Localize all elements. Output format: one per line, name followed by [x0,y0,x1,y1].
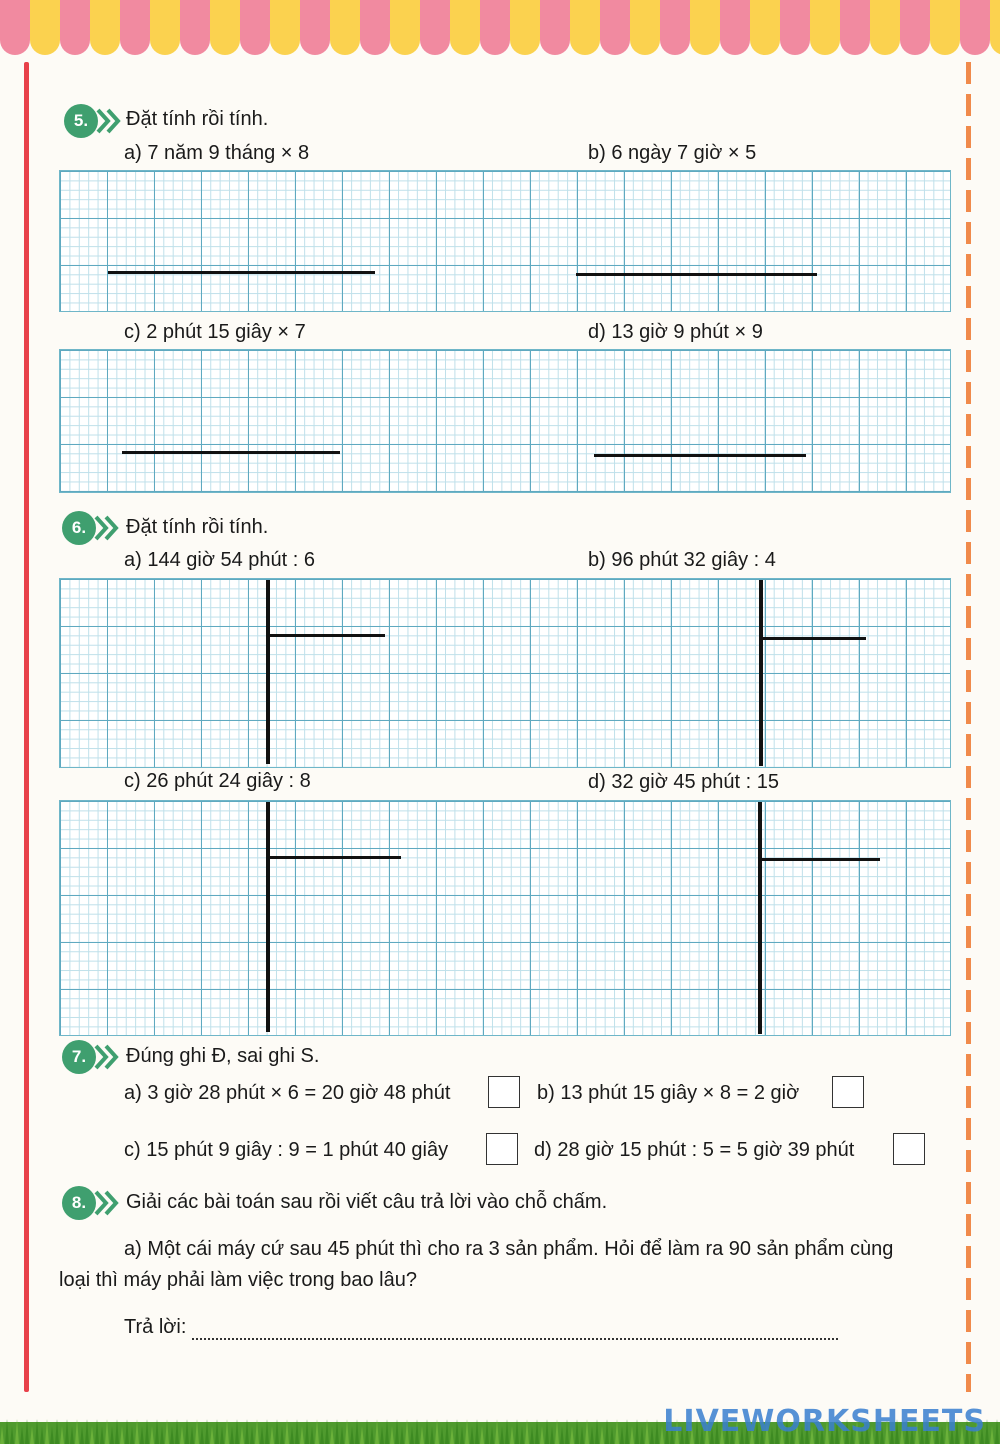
exercise-6d-division-bar [758,802,762,1034]
exercise-6-badge [62,511,96,545]
exercise-5cd-grid[interactable] [59,349,951,493]
frame-right-border [966,62,971,1392]
exercise-6a-divisor-line [266,634,385,637]
exercise-5ab-grid[interactable] [59,170,951,312]
exercise-5d-label: d) 13 giờ 9 phút × 9 [588,321,763,343]
exercise-5c-label: c) 2 phút 15 giây × 7 [124,321,306,343]
exercise-6cd-grid[interactable] [59,800,951,1036]
exercise-7c-answer-box[interactable] [486,1133,518,1165]
exercise-6a-label: a) 144 giờ 54 phút : 6 [124,549,316,571]
exercise-8a-problem-line1: a) Một cái máy cứ sau 45 phút thì cho ra 3 sản phẩm. Hỏi để làm ra 90 sản phẩm cùng [124,1238,894,1260]
frame-left-border [24,62,29,1392]
exercise-7-title: Đúng ghi Đ, sai ghi S. [126,1045,320,1067]
awning-decoration [0,0,1000,62]
exercise-5-number: 5. [73,111,89,130]
exercise-8a-problem-line2: loại thì máy phải làm việc trong bao lâu? [59,1269,417,1291]
exercise-6d-divisor-line [758,858,880,861]
exercise-5-badge [64,104,98,138]
chevron-right-icon [92,513,122,543]
exercise-7c-statement: c) 15 phút 9 giây : 9 = 1 phút 40 giây [124,1139,449,1161]
exercise-5d-product-line [594,454,806,457]
exercise-5b-label: b) 6 ngày 7 giờ × 5 [588,142,757,164]
exercise-6-title: Đặt tính rồi tính. [126,516,269,538]
exercise-6b-label: b) 96 phút 32 giây : 4 [588,549,776,571]
exercise-8a-answer-label: Trả lời: [124,1316,187,1338]
exercise-6b-division-bar [759,580,763,766]
exercise-7b-answer-box[interactable] [832,1076,864,1108]
exercise-8-title: Giải các bài toán sau rồi viết câu trả lời vào chỗ chấm. [126,1191,608,1213]
exercise-7d-answer-box[interactable] [893,1133,925,1165]
exercise-6c-division-bar [266,802,270,1032]
exercise-5a-product-line [108,271,375,274]
exercise-5-title: Đặt tính rồi tính. [126,108,269,130]
chevron-right-icon [92,1042,122,1072]
exercise-6c-label: c) 26 phút 24 giây : 8 [124,770,311,792]
exercise-6c-divisor-line [266,856,401,859]
exercise-7b-statement: b) 13 phút 15 giây × 8 = 2 giờ [537,1082,800,1104]
exercise-6-number: 6. [71,518,87,537]
chevron-right-icon [92,1188,122,1218]
exercise-6b-divisor-line [759,637,866,640]
exercise-8-badge [62,1186,96,1220]
exercise-7-badge [62,1040,96,1074]
exercise-6d-label: d) 32 giờ 45 phút : 15 [588,771,780,793]
exercise-6a-division-bar [266,580,270,764]
exercise-8-number: 8. [71,1193,87,1212]
exercise-7a-answer-box[interactable] [488,1076,520,1108]
liveworksheets-watermark: LIVEWORKSHEETS [663,1404,986,1439]
exercise-8a-answer-field[interactable] [192,1318,838,1340]
exercise-5b-product-line [576,273,817,276]
chevron-right-icon [94,106,124,136]
exercise-5c-product-line [122,451,340,454]
exercise-7-number: 7. [71,1047,87,1066]
exercise-7a-statement: a) 3 giờ 28 phút × 6 = 20 giờ 48 phút [124,1082,451,1104]
exercise-5a-label: a) 7 năm 9 tháng × 8 [124,142,310,164]
exercise-6ab-grid[interactable] [59,578,951,768]
exercise-7d-statement: d) 28 giờ 15 phút : 5 = 5 giờ 39 phút [534,1139,855,1161]
